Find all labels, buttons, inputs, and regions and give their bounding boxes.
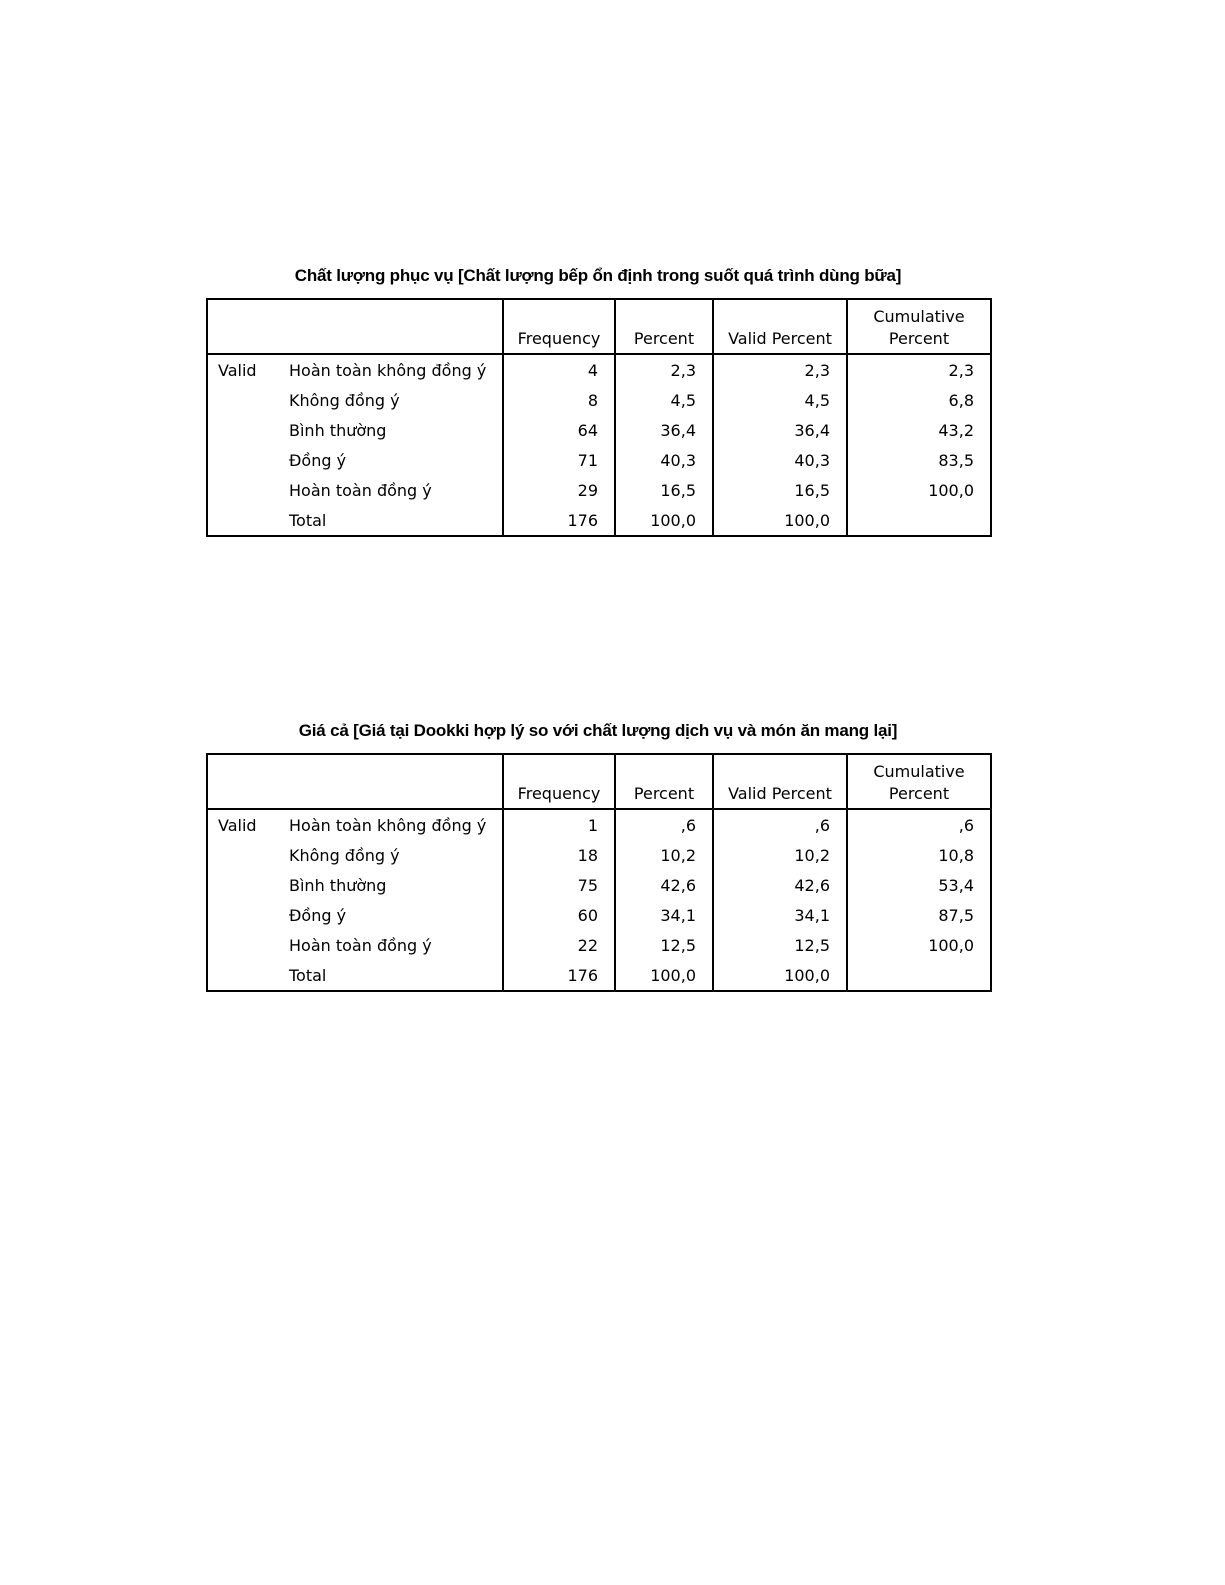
frequency-cell: 176 [503, 505, 615, 536]
header-cumulative-line1: Cumulative [873, 307, 965, 326]
header-valid-percent: Valid Percent [713, 299, 847, 354]
cumulative-percent-cell: 6,8 [847, 385, 991, 415]
group-label-empty [207, 930, 279, 960]
cumulative-percent-cell: 100,0 [847, 475, 991, 505]
percent-cell: 42,6 [615, 870, 713, 900]
group-label-empty [207, 840, 279, 870]
group-label-empty [207, 900, 279, 930]
category-cell: Đồng ý [289, 450, 347, 470]
table-row-total [207, 505, 991, 536]
frequency-table-block [206, 719, 990, 992]
frequency-cell: 8 [503, 385, 615, 415]
category-cell: Bình thường [289, 420, 387, 440]
cumulative-percent-cell: 83,5 [847, 445, 991, 475]
header-empty-category [279, 754, 503, 809]
header-empty-valid [207, 754, 279, 809]
frequency-table [206, 298, 992, 537]
cumulative-percent-cell: 100,0 [847, 930, 991, 960]
valid-percent-cell: 42,6 [713, 870, 847, 900]
valid-percent-cell: 100,0 [713, 960, 847, 991]
table-row [207, 840, 991, 870]
valid-percent-cell: 10,2 [713, 840, 847, 870]
group-label-empty [207, 870, 279, 900]
header-empty-valid [207, 299, 279, 354]
group-label-empty [207, 960, 279, 991]
category-cell: Hoàn toàn không đồng ý [289, 815, 487, 835]
valid-percent-cell: 36,4 [713, 415, 847, 445]
header-percent: Percent [615, 299, 713, 354]
group-label-empty [207, 505, 279, 536]
header-cumulative-line1: Cumulative [873, 762, 965, 781]
frequency-cell: 4 [503, 354, 615, 385]
table-row [207, 870, 991, 900]
group-label: Valid [218, 815, 257, 835]
table-header-row [207, 754, 991, 809]
table-row [207, 354, 991, 385]
header-empty-category [279, 299, 503, 354]
frequency-cell: 18 [503, 840, 615, 870]
cumulative-percent-cell: 87,5 [847, 900, 991, 930]
header-cumulative-line2: Percent [888, 329, 950, 348]
frequency-cell: 64 [503, 415, 615, 445]
cumulative-percent-cell [847, 960, 991, 991]
valid-percent-cell: 34,1 [713, 900, 847, 930]
table-header-row [207, 299, 991, 354]
valid-percent-cell: ,6 [713, 809, 847, 840]
category-cell: Không đồng ý [289, 845, 400, 865]
header-frequency: Frequency [503, 299, 615, 354]
table-row [207, 445, 991, 475]
frequency-cell: 29 [503, 475, 615, 505]
frequency-cell: 22 [503, 930, 615, 960]
group-label-empty [207, 445, 279, 475]
percent-cell: 16,5 [615, 475, 713, 505]
category-cell: Hoàn toàn đồng ý [289, 935, 432, 955]
table-row [207, 809, 991, 840]
valid-percent-cell: 4,5 [713, 385, 847, 415]
category-cell: Đồng ý [289, 905, 347, 925]
category-cell: Không đồng ý [289, 390, 400, 410]
table-row [207, 385, 991, 415]
frequency-cell: 75 [503, 870, 615, 900]
percent-cell: 34,1 [615, 900, 713, 930]
header-percent: Percent [615, 754, 713, 809]
frequency-cell: 1 [503, 809, 615, 840]
cumulative-percent-cell: 10,8 [847, 840, 991, 870]
category-cell: Total [289, 510, 327, 530]
percent-cell: 36,4 [615, 415, 713, 445]
table-row [207, 415, 991, 445]
frequency-cell: 71 [503, 445, 615, 475]
cumulative-percent-cell [847, 505, 991, 536]
frequency-cell: 176 [503, 960, 615, 991]
header-cumulative-percent [847, 754, 991, 809]
header-cumulative-percent [847, 299, 991, 354]
valid-percent-cell: 100,0 [713, 505, 847, 536]
table-row-total [207, 960, 991, 991]
table-title: Giá cả [Giá tại Dookki hợp lý so với chất lượng dịch vụ và món ăn mang lại] [298, 721, 898, 740]
frequency-cell: 60 [503, 900, 615, 930]
group-label-empty [207, 475, 279, 505]
valid-percent-cell: 2,3 [713, 354, 847, 385]
valid-percent-cell: 40,3 [713, 445, 847, 475]
category-cell: Bình thường [289, 875, 387, 895]
table-row [207, 930, 991, 960]
table-row [207, 900, 991, 930]
cumulative-percent-cell: 43,2 [847, 415, 991, 445]
valid-percent-cell: 16,5 [713, 475, 847, 505]
percent-cell: 4,5 [615, 385, 713, 415]
table-row [207, 475, 991, 505]
category-cell: Hoàn toàn đồng ý [289, 480, 432, 500]
category-cell: Hoàn toàn không đồng ý [289, 360, 487, 380]
percent-cell: 40,3 [615, 445, 713, 475]
frequency-table [206, 753, 992, 992]
group-label-empty [207, 385, 279, 415]
percent-cell: 100,0 [615, 505, 713, 536]
group-label: Valid [218, 360, 257, 380]
percent-cell: 2,3 [615, 354, 713, 385]
table-title: Chất lượng phục vụ [Chất lượng bếp ổn định trong suốt quá trình dùng bữa] [294, 266, 902, 285]
header-valid-percent: Valid Percent [713, 754, 847, 809]
category-cell: Total [289, 965, 327, 985]
percent-cell: 12,5 [615, 930, 713, 960]
valid-percent-cell: 12,5 [713, 930, 847, 960]
header-cumulative-line2: Percent [888, 784, 950, 803]
cumulative-percent-cell: 53,4 [847, 870, 991, 900]
cumulative-percent-cell: 2,3 [847, 354, 991, 385]
frequency-table-block [206, 264, 990, 537]
header-frequency: Frequency [503, 754, 615, 809]
percent-cell: 10,2 [615, 840, 713, 870]
cumulative-percent-cell: ,6 [847, 809, 991, 840]
group-label-empty [207, 415, 279, 445]
percent-cell: 100,0 [615, 960, 713, 991]
percent-cell: ,6 [615, 809, 713, 840]
